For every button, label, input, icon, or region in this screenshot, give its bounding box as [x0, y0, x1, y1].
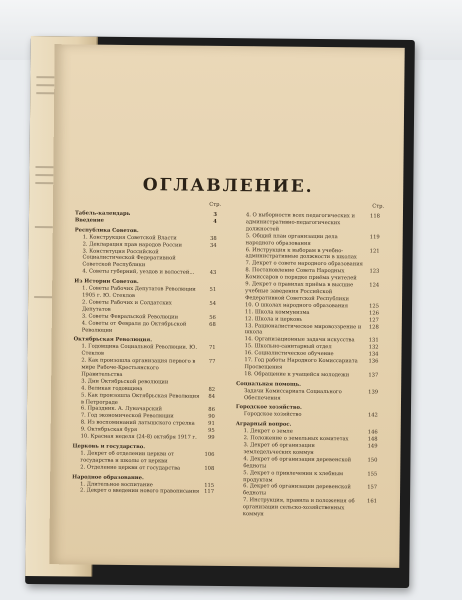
toc-entry-page: 3 — [213, 211, 217, 218]
toc-entry-title: 18. Обращение к учащейся молодежи — [244, 371, 350, 379]
toc-entry-page: 146 — [367, 429, 378, 436]
page-label: Стр. — [209, 201, 222, 208]
toc-entry-page: 124 — [369, 282, 380, 289]
toc-entry-page: 43 — [209, 270, 217, 277]
toc-entry — [73, 344, 215, 359]
toc-entry-page: 150 — [367, 457, 378, 464]
toc-entry-page: 106 — [204, 451, 215, 458]
toc-entry-page: 54 — [209, 300, 217, 307]
toc-entry — [74, 320, 216, 335]
toc-entry — [73, 392, 215, 407]
toc-entry-title: 6. Декрет об организации деревенской бедноты — [243, 483, 351, 497]
toc-entry-title: 3. Советы Февральской Революции — [81, 313, 179, 321]
toc-entry-title: 1. Декрет о земле — [243, 428, 293, 435]
toc-entry-page: 125 — [369, 303, 380, 310]
toc-entry-title: 4. Великая годовщина — [81, 385, 143, 392]
toc-entry-page: 108 — [204, 465, 215, 472]
toc-entry — [72, 464, 214, 472]
toc-entry — [236, 411, 378, 419]
toc-entry-title: 7. Декрет о совете народного образования — [245, 260, 363, 268]
toc-entry-page: 118 — [370, 213, 380, 220]
toc-entry-title: 2. Как произошла организация первого в мире Рабоче-Крестьянского Правительства — [81, 357, 196, 378]
toc-entry-page: 119 — [369, 234, 380, 241]
toc-entry-page: 91 — [208, 421, 215, 428]
toc-entry-title: Введение — [74, 217, 104, 224]
toc-entry-title: Табель-календарь — [74, 210, 131, 217]
toc-entry — [236, 357, 378, 372]
toc-entry-title: 2. Декларация прав народов России — [82, 241, 182, 249]
toc-entry-title: Октябрьская Революция. — [73, 336, 153, 344]
toc-entry-page: 99 — [207, 434, 215, 441]
toc-entry-title: 1. Длительное воспитание — [80, 481, 153, 488]
toc-entry-title: 1. Советы Рабочих Депутатов Революции 1905 г. Ю. Стеклов — [82, 285, 196, 300]
toc-entry — [73, 433, 215, 441]
toc-entry-title: 7. Инструкция, правила и положения об организации сельско-хозяйственных коммун — [242, 497, 355, 518]
toc-entry-page: 126 — [368, 310, 379, 317]
toc-entry — [237, 323, 379, 338]
toc-entry — [238, 233, 380, 248]
toc-entry-page: 115 — [204, 482, 215, 489]
toc-entry-title: 5. Декрет о привлечении к хлебным продуктам — [243, 469, 344, 484]
toc-entry-page: 86 — [208, 407, 215, 414]
toc-entry-page: 84 — [208, 393, 216, 400]
toc-entry-title: 9. Октябрьская буря — [80, 426, 138, 434]
toc-entry-page: 142 — [367, 412, 378, 419]
toc-entry-page: 71 — [208, 345, 216, 352]
toc-entry — [73, 358, 215, 380]
toc-entry-title: 1. Конструкция Советской Власти — [82, 234, 177, 242]
toc-entry-title: 2. Отделение церкви от государства — [80, 464, 181, 472]
toc-entry-page: 139 — [368, 389, 379, 396]
toc-entry-title: 4. Советы от Февраля до Октябрьской Революции — [81, 320, 187, 334]
contents-column-left — [72, 201, 222, 496]
toc-entry-page: 155 — [367, 471, 378, 478]
toc-entry-page: 136 — [368, 358, 379, 365]
toc-entry — [74, 299, 216, 314]
contents-page — [49, 44, 404, 568]
toc-entry-title: 7. Год экономической Революции — [80, 412, 174, 420]
toc-entry-title: Аграрный вопрос. — [235, 421, 292, 428]
toc-entry-page: 148 — [367, 436, 378, 443]
toc-entry-page: 134 — [368, 351, 379, 358]
toc-entry-title: 4. Декрет об организации деревенской бедноты — [243, 455, 352, 470]
toc-entry-page: 121 — [369, 248, 380, 255]
toc-entry — [74, 285, 216, 300]
toc-entry-page: 149 — [367, 443, 378, 450]
toc-entry — [72, 450, 214, 465]
toc-entry-title: Городское хозяйство — [243, 411, 302, 419]
toc-entry-title: Задачи Комиссариата Социального Обеспечения — [244, 387, 342, 402]
toc-entry-title: 9. Декрет о правилах приёма в высшие учебные заведения Российской Федеративной Советской Республики — [245, 281, 354, 303]
toc-entry-title: 8. Из воспоминаний латышского стрелка — [80, 419, 195, 427]
toc-entry-page: 82 — [208, 386, 216, 393]
toc-entry-title: 3. Декрет об организации земледельческих коммун — [243, 442, 315, 456]
toc-entry-title: 2. Положение о земельных комитетах — [243, 435, 349, 443]
toc-entry-title: 4. Советы губерний, уездов и волостей... — [82, 268, 195, 276]
toc-entry-title: 6. Инструкция к выборам в учебно-административные должности в школах — [245, 246, 357, 261]
toc-entry-page: 127 — [368, 317, 379, 324]
toc-entry — [235, 456, 377, 471]
toc-entry-title: 10. О школах народного образования — [244, 301, 349, 310]
toc-entry-page: 117 — [204, 489, 215, 496]
toc-entry-page: 34 — [209, 242, 217, 249]
toc-entry-page: 4 — [213, 218, 217, 225]
toc-entry-title: Из Истории Советов. — [74, 278, 139, 286]
toc-entry-page: 123 — [369, 268, 380, 275]
toc-entry — [236, 371, 378, 379]
toc-entry-title: 1. Декрет об отделении церкви от государства и школы от церкви — [80, 450, 175, 465]
toc-entry-title: 11. Школа коммунизма — [244, 308, 310, 316]
toc-entry — [72, 488, 214, 496]
page-label: Стр. — [372, 203, 385, 210]
toc-entry-title: 5. Общий план организации дела народного образования — [245, 232, 338, 247]
toc-entry — [237, 281, 379, 303]
toc-entry-title: Городское хозяйство. — [235, 404, 302, 412]
toc-entry-page: 68 — [209, 321, 216, 328]
toc-entry-page: 132 — [368, 344, 379, 351]
page-title: ОГЛАВЛЕНИЕ. — [142, 175, 314, 197]
toc-entry-title: 3. Конституция Российской Социалистической Федеративной Советской Республики — [82, 248, 176, 269]
toc-entry-title: 2. Советы Рабочих и Солдатских Депутатов — [81, 299, 172, 313]
toc-entry-title: 10. Красная неделя (24-8) октября 1917 г. — [80, 433, 197, 441]
toc-entry-title: 6. Праздник. А. Луначарский — [80, 405, 163, 413]
toc-entry-page: 131 — [368, 337, 379, 344]
toc-entry — [235, 497, 377, 519]
toc-entry-title: Социальная помощь. — [236, 380, 301, 388]
toc-entry-title: 13. Рационалистическое мировоззрение и школа — [244, 322, 362, 336]
toc-entry-page: 128 — [368, 323, 379, 331]
toc-entry — [235, 442, 377, 457]
toc-entry-title: 17. Год работы Народного Комиссариата Просвещения — [244, 357, 358, 371]
toc-entry-page: 90 — [208, 414, 215, 421]
toc-entry-page: 38 — [210, 235, 217, 242]
toc-entry-title: 16. Социалистическое обучение — [244, 350, 334, 358]
toc-entry-title: 8. Постановление Совета Народных Комиссаров о порядке приёма учителей — [245, 267, 357, 282]
toc-entry-title: 14. Организационные задачи искусства — [244, 336, 355, 344]
toc-entry-page: 137 — [368, 372, 379, 379]
toc-entry-title: 2. Декрет о введении нового правописания — [80, 487, 200, 496]
toc-entry-title: 15. Школьно-санитарный отдел — [244, 343, 332, 351]
toc-entry — [75, 217, 217, 225]
toc-entry-page: 77 — [208, 358, 216, 366]
toc-entry-page: 95 — [208, 427, 215, 435]
toc-entry-page: 157 — [367, 484, 378, 492]
toc-entry-title: 4. О выборности всех педагогических и административно-педагогических должностей — [245, 212, 356, 233]
toc-entry — [74, 248, 216, 270]
toc-entry-page: 56 — [209, 314, 216, 321]
contents-column-right — [235, 203, 385, 519]
toc-entry-title: 5. Как произошла Октябрьская Революция в Петрограде — [80, 392, 200, 406]
toc-entry — [238, 212, 380, 234]
toc-entry-title: 1. Годовщина Социальной Революции. Ю. Стеклов — [81, 343, 198, 357]
toc-entry — [74, 269, 216, 277]
toc-entry-title: Народное образование. — [72, 474, 144, 481]
toc-entry-title: Церковь и государство. — [72, 443, 146, 451]
toc-entry-page: 51 — [209, 286, 217, 293]
toc-entry-title: Республика Советов. — [74, 227, 139, 234]
toc-entry-page: 161 — [367, 498, 377, 505]
toc-entry-title: 3. Дни Октябрьской революции — [81, 378, 169, 386]
toc-entry-title: 12. Школа и церковь — [244, 315, 303, 323]
toc-entry — [236, 388, 378, 403]
